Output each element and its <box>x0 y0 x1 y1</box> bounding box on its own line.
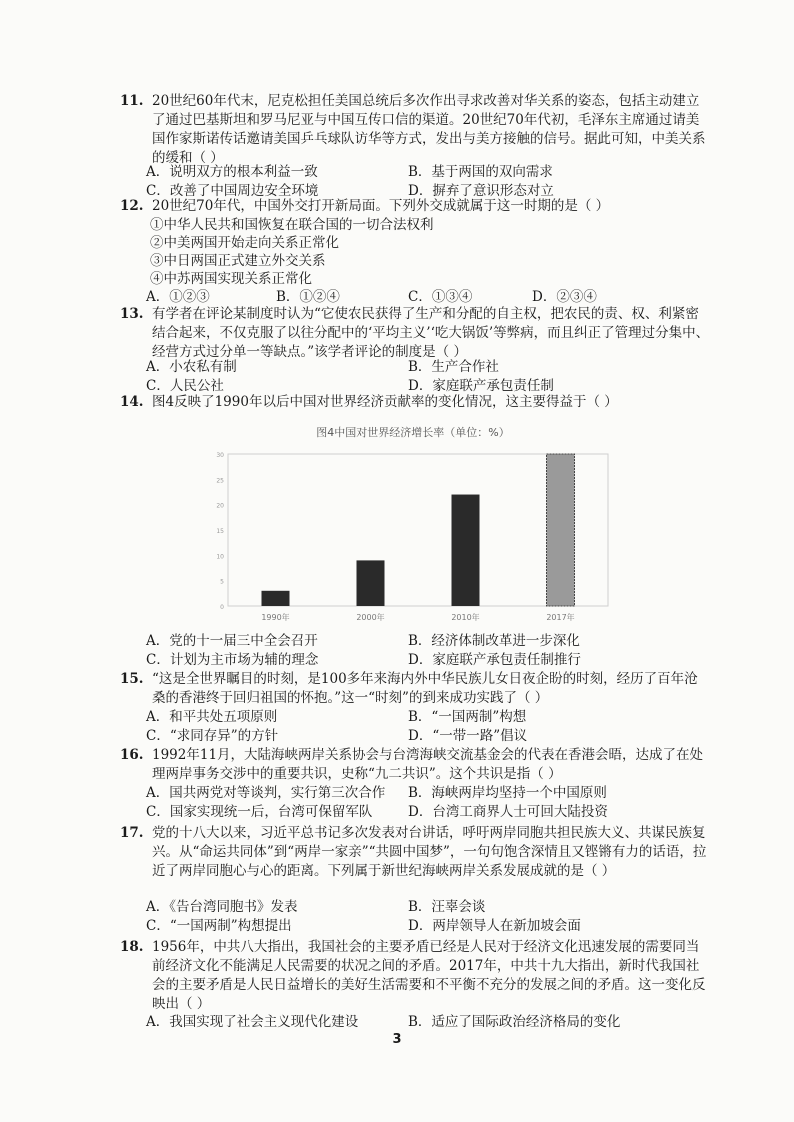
option-a[interactable]: A．国共两党对等谈判，实行第三次合作 <box>146 785 386 801</box>
question-12 <box>120 197 710 216</box>
option-c[interactable]: C．人民公社 <box>146 378 224 394</box>
option-a[interactable]: A．说明双方的根本利益一致 <box>146 164 318 180</box>
option-a[interactable]: A．和平共处五项原则 <box>146 709 278 725</box>
bar-2017年 <box>547 454 575 606</box>
option-c[interactable]: C．国家实现统一后，台湾可保留军队 <box>146 804 373 820</box>
option-a[interactable]: A．我国实现了社会主义现代化建设 <box>146 1014 359 1030</box>
question-number: 14. <box>120 394 144 410</box>
option-a[interactable]: A．小农私有制 <box>146 359 237 375</box>
question-16 <box>120 746 710 784</box>
x-tick-label: 2000年 <box>356 613 385 622</box>
question-number: 18. <box>120 939 144 955</box>
question-stem: 有学者在评论某制度时认为“它使农民获得了生产和分配的自主权，把农民的责、权、利紧密结合起来，不仅克服了以往分配中的‘平均主义’‘吃大锅饭’等弊病，而且纠正了管理过分集中、经营方式过分单一等缺点。”该学者评论的制度是（ ） <box>152 306 710 360</box>
y-tick-label: 30 <box>216 452 224 459</box>
option-d[interactable]: D．家庭联产承包责任制推行 <box>408 652 581 668</box>
option-b[interactable]: B．生产合作社 <box>408 359 499 375</box>
option-d[interactable]: D．两岸领导人在新加坡会面 <box>408 918 581 934</box>
y-tick-label: 20 <box>216 502 224 510</box>
question-12-statements <box>150 216 434 288</box>
question-number: 12. <box>120 198 144 214</box>
statement-1: ①中华人民共和国恢复在联合国的一切合法权利 <box>150 217 434 233</box>
question-17 <box>120 824 710 881</box>
option-b[interactable]: B．海峡两岸均坚持一个中国原则 <box>408 785 607 801</box>
option-a[interactable]: A．《告台湾同胞书》发表 <box>146 899 298 915</box>
y-ticks <box>216 452 224 611</box>
y-tick-label: 0 <box>220 604 224 611</box>
option-d[interactable]: D．②③④ <box>532 289 597 305</box>
question-14-options <box>146 632 706 670</box>
bar-2000年 <box>357 560 385 606</box>
y-tick-label: 5 <box>220 578 224 586</box>
question-stem: 1992年11月，大陆海峡两岸关系协会与台湾海峡交流基金会的代表在香港会晤，达成了在处理两岸事务交涉中的重要共识，史称“九二共识”。这个共识是指（ ） <box>152 747 704 782</box>
bar-2010年 <box>452 495 480 606</box>
option-d[interactable]: D．摒弃了意识形态对立 <box>408 183 554 199</box>
question-14 <box>120 393 710 412</box>
contribution-bar-chart <box>208 420 618 630</box>
question-stem: 党的十八大以来，习近平总书记多次发表对台讲话，呼吁两岸同胞共担民族大义、共谋民族复兴。从“命运共同体”到“两岸一家亲”“共圆中国梦”，一句句饱含深情且又铿锵有力的话语，拉近了两岸同胞心与心的距离。下列属于新世纪海峡两岸关系发展成就的是（ ） <box>152 825 707 879</box>
y-tick-label: 15 <box>216 528 224 535</box>
x-tick-label: 2017年 <box>546 613 575 622</box>
page-number: 3 <box>392 1032 402 1047</box>
option-b[interactable]: B．适应了国际政治经济格局的变化 <box>408 1014 621 1030</box>
option-b[interactable]: B．经济体制改革进一步深化 <box>408 633 580 649</box>
y-tick-label: 25 <box>216 477 224 485</box>
y-tick-label: 10 <box>216 553 224 561</box>
option-a[interactable]: A．①②③ <box>146 289 210 305</box>
question-stem: 20世纪70年代，中国外交打开新局面。下列外交成就属于这一时期的是（ ） <box>152 198 610 214</box>
x-tick-label: 2010年 <box>451 613 480 622</box>
question-stem: 20世纪60年代末，尼克松担任美国总统后多次作出寻求改善对华关系的姿态，包括主动建立了通过巴基斯坦和罗马尼亚与中国互传口信的渠道。20世纪70年代初，毛泽东主席通过请美国作家斯诺传话邀请美国乒乓球队访华等方式，发出与美方接触的信号。据此可知，中美关系的缓和（ ） <box>152 93 706 166</box>
option-b[interactable]: B．“一国两制”构想 <box>408 709 527 725</box>
option-a[interactable]: A．党的十一届三中全会召开 <box>146 633 318 649</box>
question-15 <box>120 670 710 708</box>
question-stem: 图4反映了1990年以后中国对世界经济贡献率的变化情况，这主要得益于（ ） <box>152 394 618 410</box>
question-18-options <box>146 1013 706 1032</box>
option-d[interactable]: D．“一带一路”倡议 <box>408 728 528 744</box>
question-number: 13. <box>120 306 144 322</box>
x-labels <box>261 612 574 622</box>
option-d[interactable]: D．台湾工商界人士可回大陆投资 <box>408 804 608 820</box>
question-13-options <box>146 358 706 396</box>
question-15-options <box>146 708 706 746</box>
question-number: 11. <box>120 93 144 109</box>
question-17-options <box>146 898 706 936</box>
question-stem: 1956年，中共八大指出，我国社会的主要矛盾已经是人民对于经济文化迅速发展的需要同当前经济文化不能满足人民需要的状况之间的矛盾。2017年，中共十九大指出，新时代我国社会的主要矛盾是人民日益增长的美好生活需要和不平衡不充分的发展之间的矛盾。这一变化反映出（ ） <box>152 939 706 1012</box>
statement-2: ②中美两国开始走向关系正常化 <box>150 235 339 251</box>
statement-4: ④中苏两国实现关系正常化 <box>150 271 312 287</box>
option-b[interactable]: B．①②④ <box>276 289 340 305</box>
bar-1990年 <box>262 591 290 606</box>
bars <box>262 454 575 606</box>
option-c[interactable]: C．①③④ <box>408 289 473 305</box>
question-number: 17. <box>120 825 144 841</box>
option-c[interactable]: C．“求同存异”的方针 <box>146 728 279 744</box>
question-number: 15. <box>120 671 144 687</box>
option-d[interactable]: D．家庭联产承包责任制 <box>408 378 554 394</box>
question-16-options <box>146 784 706 822</box>
question-13 <box>120 305 710 362</box>
option-b[interactable]: B．基于两国的双向需求 <box>408 164 553 180</box>
question-number: 16. <box>120 747 144 763</box>
question-11-options <box>146 163 706 201</box>
x-tick-label: 1990年 <box>261 613 290 622</box>
question-11 <box>120 92 710 168</box>
chart-title: 图4中国对世界经济增长率（单位：%） <box>316 426 510 439</box>
option-c[interactable]: C．改善了中国周边安全环境 <box>146 183 319 199</box>
statement-3: ③中日两国正式建立外交关系 <box>150 253 326 269</box>
question-18 <box>120 938 710 1014</box>
option-c[interactable]: C．“一国两制”构想提出 <box>146 918 292 934</box>
option-c[interactable]: C．计划为主市场为辅的理念 <box>146 652 319 668</box>
option-b[interactable]: B．汪辜会谈 <box>408 899 486 915</box>
question-stem: “这是全世界瞩目的时刻，是100多年来海内外中华民族儿女日夜企盼的时刻，经历了百年沧桑的香港终于回归祖国的怀抱。”这一“时刻”的到来成功实践了（ ） <box>152 671 698 706</box>
